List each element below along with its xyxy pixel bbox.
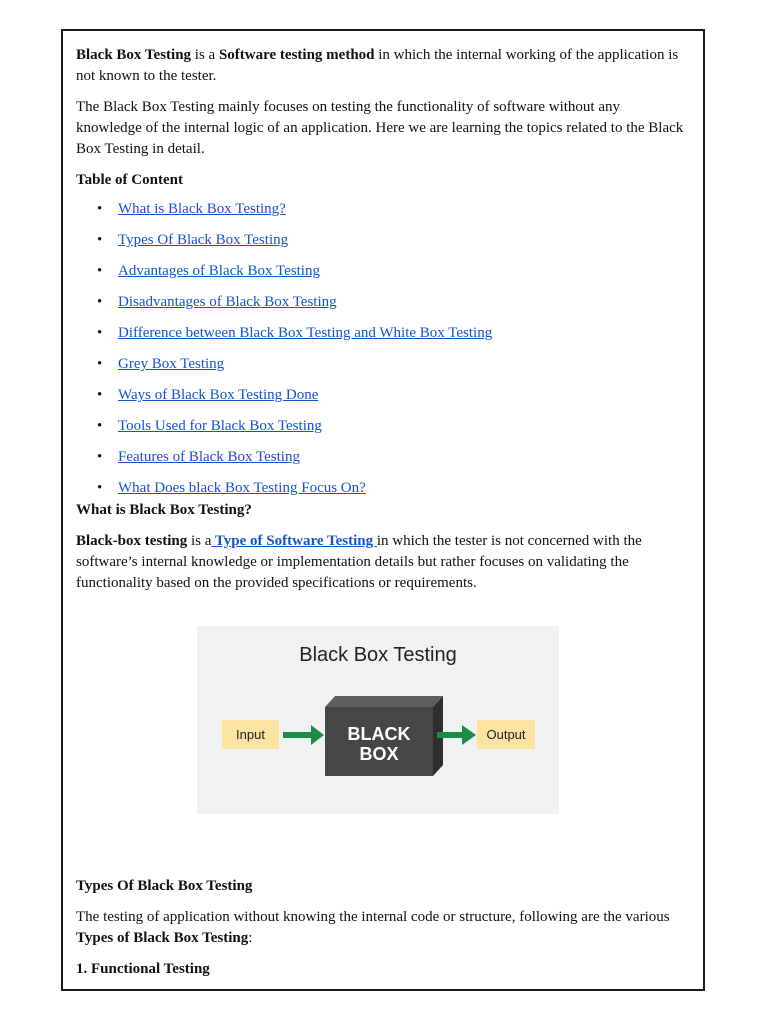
toc-item bbox=[76, 323, 689, 354]
input-arrow bbox=[283, 725, 324, 745]
toc-link-ways[interactable]: Ways of Black Box Testing Done bbox=[118, 387, 319, 403]
bullet: • bbox=[97, 263, 103, 279]
overview-paragraph: The Black Box Testing mainly focuses on testing the functionality of software without any knowledge of the internal logic of an application. Here we are learning the topics related to the Black Box Testing in detail. bbox=[76, 99, 684, 157]
bullet: • bbox=[97, 480, 103, 496]
toc-link-tools[interactable]: Tools Used for Black Box Testing bbox=[118, 418, 322, 434]
toc-link-features[interactable]: Features of Black Box Testing bbox=[118, 449, 300, 465]
bullet: • bbox=[97, 294, 103, 310]
intro-term: Black Box Testing bbox=[76, 47, 192, 63]
toc-item bbox=[76, 261, 689, 292]
input-label: Input bbox=[222, 720, 279, 749]
section-heading-what-is: What is Black Box Testing? bbox=[76, 502, 252, 518]
intro-method: Software testing method bbox=[218, 47, 375, 63]
document-page bbox=[61, 29, 705, 991]
software-testing-link[interactable]: Type of Software Testing bbox=[211, 533, 377, 549]
bullet: • bbox=[97, 232, 103, 248]
toc-link-grey-box[interactable]: Grey Box Testing bbox=[118, 356, 225, 372]
definition-mid: is a bbox=[187, 533, 212, 549]
toc-title: Table of Content bbox=[76, 172, 183, 188]
black-box-label bbox=[325, 724, 433, 764]
output-label: Output bbox=[477, 720, 535, 749]
types-paragraph bbox=[76, 907, 689, 949]
toc-item bbox=[76, 416, 689, 447]
section-heading-types: Types Of Black Box Testing bbox=[76, 878, 253, 894]
toc-link-what-is[interactable]: What is Black Box Testing? bbox=[118, 201, 286, 217]
black-box-line1: BLACK bbox=[347, 724, 411, 744]
intro-rest: in which the internal working of the application is not known to the tester. bbox=[76, 47, 679, 84]
bullet: • bbox=[97, 325, 103, 341]
toc-list bbox=[76, 199, 689, 509]
intro-paragraph bbox=[76, 45, 689, 87]
section-heading-functional: 1. Functional Testing bbox=[76, 961, 210, 977]
toc-item bbox=[76, 292, 689, 323]
toc-item bbox=[76, 478, 689, 509]
bullet: • bbox=[97, 418, 103, 434]
definition-rest: in which the tester is not concerned with the software’s internal knowledge or implementation details but rather focuses on validating the functionality based on the provided specifications or requirements. bbox=[76, 533, 642, 591]
toc-link-advantages[interactable]: Advantages of Black Box Testing bbox=[118, 263, 320, 279]
types-bold: Types of Black Box Testing bbox=[76, 930, 249, 946]
toc-link-focus[interactable]: What Does black Box Testing Focus On? bbox=[118, 480, 366, 496]
toc-item bbox=[76, 230, 689, 261]
toc-link-disadvantages[interactable]: Disadvantages of Black Box Testing bbox=[118, 294, 337, 310]
toc-link-types[interactable]: Types Of Black Box Testing bbox=[118, 232, 289, 248]
intro-mid: is a bbox=[191, 47, 219, 63]
definition-paragraph bbox=[76, 531, 689, 594]
diagram-title: Black Box Testing bbox=[299, 644, 457, 666]
toc-item bbox=[76, 354, 689, 385]
types-text: The testing of application without knowing the internal code or structure, following are the various bbox=[76, 909, 670, 925]
types-end: : bbox=[248, 930, 253, 946]
toc-item bbox=[76, 447, 689, 478]
black-box-line2: BOX bbox=[359, 744, 399, 764]
bullet: • bbox=[97, 387, 103, 403]
black-box-diagram bbox=[197, 626, 559, 814]
toc-item bbox=[76, 385, 689, 416]
bullet: • bbox=[97, 356, 103, 372]
toc-link-difference[interactable]: Difference between Black Box Testing and White Box Testing bbox=[118, 325, 493, 341]
bullet: • bbox=[97, 201, 103, 217]
definition-term: Black-box testing bbox=[76, 533, 188, 549]
bullet: • bbox=[97, 449, 103, 465]
toc-item bbox=[76, 199, 689, 230]
